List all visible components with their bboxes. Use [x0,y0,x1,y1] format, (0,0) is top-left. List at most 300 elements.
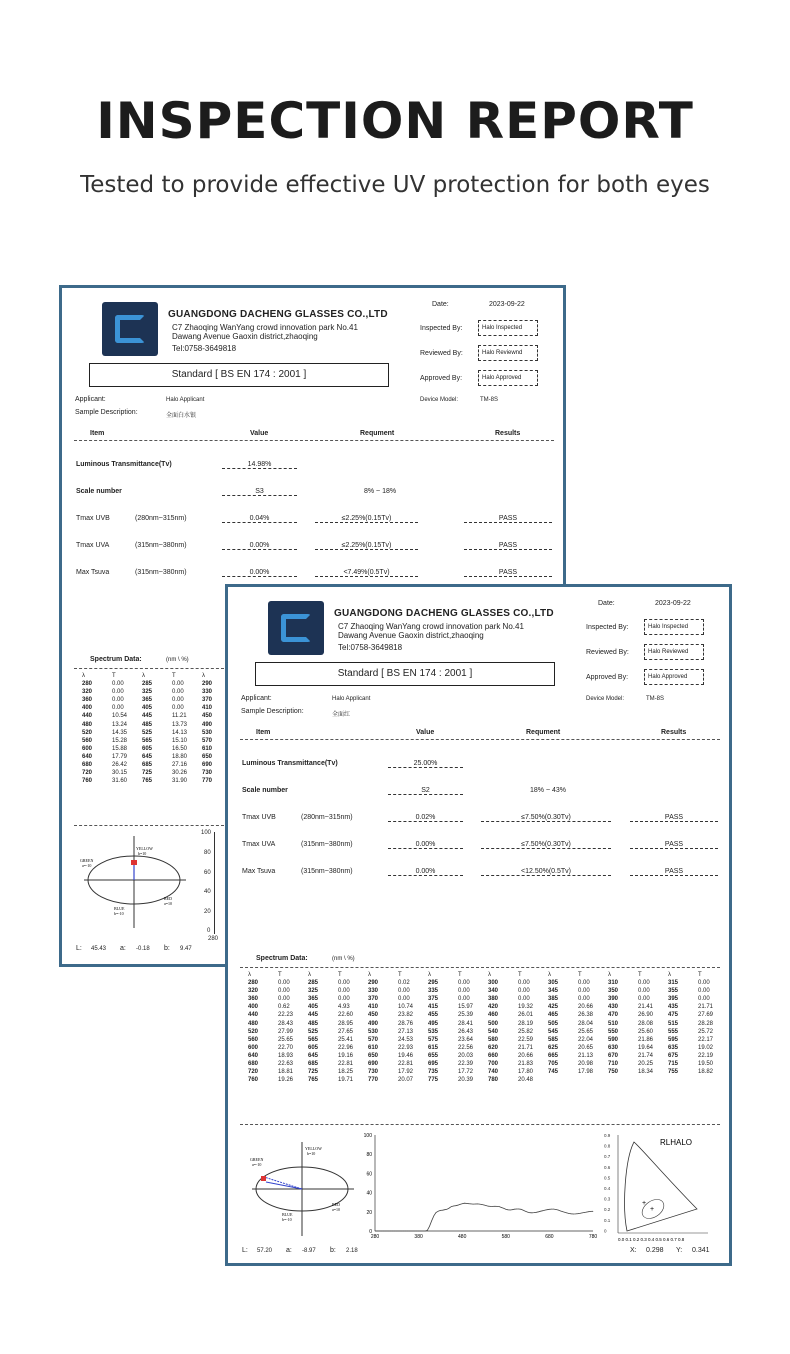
spec-cell: 560 [82,737,93,744]
blue-label: BLUE [282,1212,293,1217]
data-point [477,1204,478,1205]
spec-cell: 365 [142,697,153,704]
spec-cell: 425 [548,1004,559,1011]
spec-cell: 19.71 [338,1077,354,1084]
spec-cell: 25.65 [278,1036,294,1043]
spec-cell: 0.00 [278,988,290,995]
data-point [473,1204,474,1205]
spec-cell: 17.79 [112,753,128,760]
spec-cell: 0.00 [278,980,290,987]
spec-cell: 780 [488,1077,499,1084]
spec-cell: 495 [428,1020,439,1027]
data-point [416,1231,417,1232]
data-point [529,1212,530,1213]
spec-cell: 345 [548,988,559,995]
row-value: S3 [222,488,297,496]
spec-cell: 665 [548,1052,559,1059]
spec-cell: 525 [142,729,153,736]
spec-cell: 24.53 [398,1036,414,1043]
spec-cell: 620 [488,1044,499,1051]
spec-cell: 335 [428,988,439,995]
device-value: TM-8S [480,397,498,403]
cie-chromaticity-diagram [598,1127,718,1245]
spec-cell: 325 [308,988,319,995]
spec-cell: 530 [368,1028,379,1035]
spec-cell: 575 [428,1036,439,1043]
spectrum-divider [74,668,224,669]
spec-cell: 710 [608,1061,619,1068]
spec-cell: 600 [248,1044,259,1051]
lab-b-value: 9.47 [180,946,192,952]
row-requirement: ≤2.25%(0.15Tv) [315,542,418,550]
spec-cell: 355 [668,988,679,995]
yellow-label: YELLOW [305,1146,322,1151]
green-a-label: a=-10 [82,863,92,868]
col-results: Results [661,729,687,736]
data-point [567,1213,568,1214]
cie-y-tick: 0.4 [604,1186,611,1191]
data-point [460,1204,461,1205]
applicant-label: Applicant: [75,396,106,403]
standard-box: Standard [ BS EN 174 : 2001 ] [89,363,389,387]
spec-cell [608,1076,638,1084]
row-result: PASS [630,814,718,822]
lab-l-value: 57.20 [257,1248,273,1254]
spec-cell: 28.08 [638,1020,654,1027]
spec-cell: 31.60 [112,778,128,785]
spectrum-unit: (nm \ %) [166,657,189,663]
data-point [495,1206,496,1207]
row-range: (315nm~380nm) [135,569,187,576]
company-address-2: Dawang Avenue Gaoxin district,zhaoqing [338,631,484,640]
data-point [399,1231,400,1232]
spec-header: λ [668,972,671,978]
row-item: Scale number [242,787,288,794]
cie-y-tick: 0.5 [604,1175,611,1181]
spec-cell: 21.41 [638,1004,654,1011]
x-tick-label: 380 [414,1234,423,1240]
spec-cell: 0.00 [112,689,124,696]
data-point [588,1211,589,1212]
data-point [479,1204,480,1205]
spec-cell: 0.00 [458,996,470,1003]
spec-cell: 31.90 [172,778,188,785]
spec-cell: 640 [82,753,93,760]
row-requirement: 8% ~ 18% [364,488,397,495]
y-tick-label: 40 [366,1190,372,1197]
spec-cell: 520 [82,729,93,736]
spec-header: λ [428,972,431,978]
spec-cell [578,1076,608,1084]
company-name: GUANGDONG DACHENG GLASSES CO.,LTD [168,309,388,320]
data-point [492,1206,493,1207]
spec-cell: 565 [308,1036,319,1043]
spec-cell: 760 [248,1077,259,1084]
spec-cell: 380 [488,996,499,1003]
spec-cell: 14.35 [112,729,128,736]
spec-cell: 20.98 [578,1061,594,1068]
spec-cell: 10.74 [398,1004,414,1011]
spec-cell: 295 [428,980,439,987]
spec-cell: 25.39 [458,1012,474,1019]
spec-cell: 0.00 [338,996,350,1003]
row-range: (315nm~380nm) [135,542,187,549]
spec-cell: 605 [308,1044,319,1051]
spec-cell: 735 [428,1069,439,1076]
data-point [532,1213,533,1214]
spec-header: T [172,673,176,679]
spec-header: λ [82,673,85,679]
spec-cell: 400 [248,1004,259,1011]
cie-x-value: 0.298 [646,1247,664,1254]
spec-cell: 0.62 [278,1004,290,1011]
spec-cell: 400 [82,705,93,712]
data-point [521,1209,522,1210]
data-point [497,1206,498,1207]
x-tick-label: 780 [588,1234,598,1240]
data-point [545,1210,546,1211]
spec-cell: 595 [668,1036,679,1043]
row-requirement: <7.49%(0.5Tv) [315,569,418,577]
spec-cell: 330 [368,988,379,995]
green-label: GREEN [250,1157,264,1162]
spec-cell: 25.82 [518,1028,534,1035]
spec-cell: 615 [428,1044,439,1051]
spec-cell: 28.76 [398,1020,414,1027]
spec-cell: 625 [548,1044,559,1051]
spec-cell: 370 [368,996,379,1003]
data-point [414,1231,415,1232]
spec-cell: 715 [668,1061,679,1068]
spec-cell: 22.93 [398,1044,414,1051]
data-point [403,1231,404,1232]
spec-cell: 610 [202,745,213,752]
spec-cell: 0.00 [638,980,650,987]
spec-cell: 570 [202,737,213,744]
spec-header: λ [202,673,205,679]
row-value: 0.00% [388,841,463,849]
spec-cell: 0.00 [698,980,710,987]
company-logo [268,601,324,655]
spec-cell: 640 [248,1052,259,1059]
data-point [527,1212,528,1213]
data-point [519,1209,520,1210]
lab-l-value: 45.43 [91,946,107,952]
spec-cell: 17.72 [458,1069,474,1076]
spec-cell: 25.72 [698,1028,714,1035]
spec-cell: 28.95 [338,1020,354,1027]
data-point [407,1231,408,1232]
spec-cell: 22.56 [458,1044,474,1051]
approved-stamp: Halo Approved [478,370,538,386]
x-tick-label: 580 [501,1234,510,1240]
data-point [405,1231,406,1232]
spec-cell: 22.63 [278,1061,294,1068]
spec-cell: 440 [248,1012,259,1019]
red-a-label: a=10 [332,1207,341,1212]
sample-label: Sample Description: [75,409,138,416]
row-item: Tmax UVA [242,841,276,848]
data-point [451,1206,452,1207]
spec-cell: 530 [202,729,213,736]
spec-cell: 500 [488,1020,499,1027]
device-label: Device Model: [586,696,625,702]
row-range: (280nm~315nm) [301,814,353,821]
spec-cell: 705 [548,1061,559,1068]
row-value: 0.00% [222,542,297,550]
spec-cell [698,1076,728,1084]
spec-cell: 22.70 [278,1044,294,1051]
spec-cell: 13.24 [112,721,128,728]
spec-cell: 470 [608,1012,619,1019]
spectrum-divider [240,1124,720,1125]
data-point [429,1226,430,1227]
spec-cell: 0.00 [458,988,470,995]
spec-cell: 390 [608,996,619,1003]
spec-cell: 0.00 [698,996,710,1003]
axis-tick: 80 [204,850,211,856]
row-item: Max Tsuva [76,569,110,576]
green-a-label: a=-10 [252,1162,262,1167]
spec-cell: 750 [608,1069,619,1076]
spec-cell: 18.82 [698,1069,714,1076]
spec-cell: 26.38 [578,1012,594,1019]
lab-a-label: a: [120,945,126,952]
spec-cell: 590 [608,1036,619,1043]
spec-cell: 520 [248,1028,259,1035]
spec-cell: 17.80 [518,1069,534,1076]
spec-cell: 22.23 [278,1012,294,1019]
spec-cell: 745 [548,1069,559,1076]
spec-cell: 765 [308,1077,319,1084]
row-item: Tmax UVB [76,515,110,522]
spec-cell: 655 [428,1052,439,1059]
data-point [525,1211,526,1212]
data-point [512,1209,513,1210]
company-address-1: C7 Zhaoqing WanYang crowd innovation park No.41 [338,622,524,631]
row-requirement: ≤7.50%(0.30Tv) [481,841,611,849]
spec-cell: 725 [142,770,153,777]
cie-y-tick: 0.6 [604,1164,611,1170]
spec-header: T [578,972,582,978]
row-value: 0.00% [388,868,463,876]
data-point [397,1231,398,1232]
spec-cell: 10.54 [112,713,128,720]
company-address-2: Dawang Avenue Gaoxin district,zhaoqing [172,332,318,341]
spec-cell: 25.60 [638,1028,654,1035]
spec-header: T [518,972,522,978]
cie-y-tick: 0.7 [604,1154,611,1160]
spec-cell: 535 [428,1028,439,1035]
data-point [412,1231,413,1232]
x-tick-label: 480 [458,1234,467,1240]
spec-cell: 21.13 [578,1052,594,1059]
data-point [425,1231,426,1232]
cie-y-tick: 0.3 [604,1196,611,1202]
data-point [586,1212,587,1213]
spec-cell: 370 [202,697,213,704]
spec-cell: 20.66 [578,1004,594,1011]
spec-cell: 645 [142,753,153,760]
data-point [434,1215,435,1216]
spec-cell: 485 [142,721,153,728]
spec-cell: 20.25 [638,1061,654,1068]
data-point [549,1209,550,1210]
blue-b-label: b=-10 [114,911,124,916]
spec-cell: 510 [608,1020,619,1027]
data-point [381,1231,382,1232]
table-divider [240,739,720,740]
spec-cell: 740 [488,1069,499,1076]
spec-cell: 360 [248,996,259,1003]
spec-cell: 0.00 [112,681,124,688]
row-item: Scale number [76,488,122,495]
spec-cell: 0.00 [518,996,530,1003]
spec-cell: 315 [668,980,679,987]
spec-header: λ [248,972,251,978]
spec-cell: 525 [308,1028,319,1035]
data-point [394,1231,395,1232]
yellow-b-label: b=10 [138,851,147,856]
spec-cell: 30.26 [172,770,188,777]
data-point [503,1208,504,1209]
data-point [582,1213,583,1214]
spec-header: T [278,972,282,978]
red-a-label: a=10 [164,901,173,906]
data-point [418,1231,419,1232]
standard-box: Standard [ BS EN 174 : 2001 ] [255,662,555,686]
cie-y-value: 0.341 [692,1247,710,1254]
spec-cell: 19.26 [278,1077,294,1084]
spec-cell: 770 [368,1077,379,1084]
spec-cell: 0.00 [112,697,124,704]
spec-cell: 290 [202,681,213,688]
spec-cell: 0.00 [112,705,124,712]
applicant-value: Halo Applicant [332,696,371,702]
spec-cell: 765 [142,778,153,785]
data-point [388,1231,389,1232]
spec-cell: 690 [368,1061,379,1068]
spec-cell: 19.02 [698,1044,714,1051]
spec-cell: 405 [308,1004,319,1011]
spec-cell: 19.46 [398,1052,414,1059]
spec-cell: 410 [368,1004,379,1011]
sample-value: 全面白水银 [166,413,197,419]
spec-cell: 610 [368,1044,379,1051]
spec-cell: 690 [202,762,213,769]
spec-cell: 475 [668,1012,679,1019]
data-point [401,1231,402,1232]
data-point [510,1210,511,1211]
row-item: Luminous Transmittance(Tv) [242,760,338,767]
row-result: PASS [630,868,718,876]
data-point [560,1211,561,1212]
row-range: (280nm~315nm) [135,515,187,522]
reviewed-stamp: Halo Reviewed [644,644,704,660]
spec-cell: 25.41 [338,1036,354,1043]
row-result: PASS [464,569,552,577]
spec-cell: 22.39 [458,1061,474,1068]
transmittance-line [375,1203,593,1231]
col-value: Value [416,729,435,736]
data-point [540,1211,541,1212]
spec-cell: 26.90 [638,1012,654,1019]
spec-cell: 405 [142,705,153,712]
spec-cell: 0.00 [172,705,184,712]
data-point [534,1212,535,1213]
date-label: Date: [598,600,615,607]
row-value: 14.98% [222,461,297,469]
blue-label: BLUE [114,906,125,911]
spec-cell: 0.00 [638,988,650,995]
cie-y-tick: 0 [604,1228,607,1234]
data-point [553,1209,554,1210]
table-divider [74,440,554,441]
spec-cell: 600 [82,745,93,752]
lab-b-label: b: [164,945,170,952]
chart-axis [214,832,215,934]
row-item: Max Tsuva [242,868,276,875]
spec-cell: 330 [202,689,213,696]
spec-cell: 0.00 [398,988,410,995]
spec-cell: 20.03 [458,1052,474,1059]
spec-cell: 15.97 [458,1004,474,1011]
data-point [455,1205,456,1206]
spec-cell: 310 [608,980,619,987]
spec-cell: 22.81 [398,1061,414,1068]
lab-b-value: 2.18 [346,1248,358,1254]
spec-cell: 450 [368,1012,379,1019]
spec-cell: 565 [142,737,153,744]
data-point [577,1213,578,1214]
cie-y-tick: 0.8 [604,1143,611,1149]
spec-cell: 23.64 [458,1036,474,1043]
spec-cell: 17.92 [398,1069,414,1076]
spec-cell: 680 [82,762,93,769]
spec-cell: 560 [248,1036,259,1043]
data-point [508,1210,509,1211]
approved-label: Approved By: [420,375,463,382]
spec-cell: 20.48 [518,1077,534,1084]
spec-cell: 670 [608,1052,619,1059]
row-value: 0.04% [222,515,297,523]
spec-cell: 20.39 [458,1077,474,1084]
spec-cell: 540 [488,1028,499,1035]
data-point [447,1209,448,1210]
spec-header: T [338,972,342,978]
data-point [499,1206,500,1207]
spec-cell: 485 [308,1020,319,1027]
spec-cell: 23.82 [398,1012,414,1019]
spec-header: λ [608,972,611,978]
spec-cell: 22.17 [698,1036,714,1043]
sample-label: Sample Description: [241,708,304,715]
spec-cell: 515 [668,1020,679,1027]
yellow-b-label: b=10 [307,1151,316,1156]
spec-cell: 13.73 [172,721,188,728]
spec-cell: 0.00 [172,681,184,688]
data-point [543,1210,544,1211]
lab-l-label: L: [242,1247,248,1254]
spec-cell: 395 [668,996,679,1003]
data-point [580,1213,581,1214]
company-tel: Tel:0758-3649818 [172,344,237,353]
spec-cell: 685 [142,762,153,769]
row-requirement: <12.50%(0.5Tv) [481,868,611,876]
spec-cell: 490 [368,1020,379,1027]
spectrum-label: Spectrum Data: [90,656,142,663]
data-point [462,1203,463,1204]
